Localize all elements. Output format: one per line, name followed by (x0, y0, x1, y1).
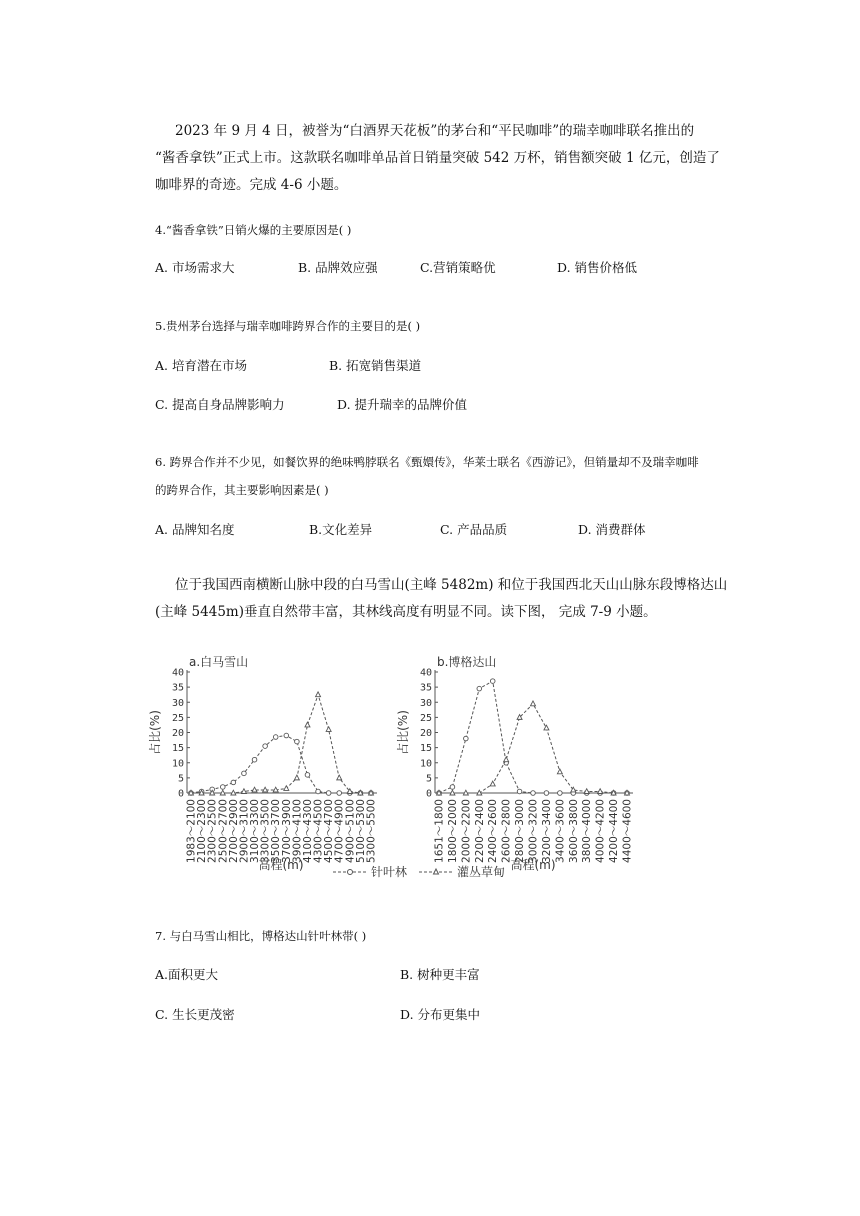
data-point-conifer (531, 791, 536, 796)
x-tick-label: 2200～2400 (473, 799, 486, 863)
q6-stem-line1: 6. 跨界合作并不少见，如餐饮界的绝味鸭脖联名《甄嬛传》，华莱士联名《西游记》，但销量却不及瑞幸咖啡 (155, 455, 699, 469)
legend-shrub-meadow: 灌丛草甸 (457, 865, 506, 879)
intro1-line1: 2023 年 9 月 4 日，被誉为“白酒界天花板”的茅台和“平民咖啡”的瑞幸咖啡联名推出的 (175, 123, 695, 139)
data-point-conifer (242, 771, 247, 776)
x-tick-label: 5100～5300 (354, 799, 367, 863)
data-point-conifer (477, 686, 482, 691)
q7-option-b[interactable]: B. 树种更丰富 (400, 967, 480, 982)
x-tick-label: 1800～2000 (446, 799, 459, 863)
data-point-conifer (490, 679, 495, 684)
y-axis-label: 占比(%) (396, 710, 410, 755)
legend-triangle-marker (434, 869, 439, 874)
y-tick-label: 5 (425, 773, 432, 785)
data-point-shrub (263, 787, 268, 792)
data-point-conifer (284, 733, 289, 738)
x-tick-label: 2600～2800 (500, 799, 513, 863)
data-point-shrub (316, 692, 321, 697)
x-tick-label: 3600～3800 (567, 799, 580, 863)
x-tick-label: 4100～4300 (301, 799, 314, 863)
x-tick-label: 3000～3200 (527, 799, 540, 863)
chart-bogda-mountain (395, 654, 634, 872)
data-point-shrub (305, 722, 310, 727)
legend-conifer: 针叶林 (371, 865, 408, 879)
x-tick-label: 4900～5100 (344, 799, 357, 863)
q6-stem-line2: 的跨界合作，其主要影响因素是( ) (155, 483, 329, 497)
x-tick-label: 3900～4100 (291, 799, 304, 863)
y-axis-label: 占比(%) (148, 710, 162, 755)
q4-option-b[interactable]: B. 品牌效应强 (298, 260, 378, 275)
chart-title: a.白马雪山 (189, 655, 249, 669)
data-point-shrub (252, 787, 257, 792)
x-tick-label: 2300～2500 (206, 799, 219, 863)
q4-option-a[interactable]: A. 市场需求大 (155, 260, 235, 275)
chart-legend (333, 864, 505, 879)
data-point-shrub (220, 790, 225, 795)
x-tick-label: 4300～4500 (312, 799, 325, 863)
intro2-line1: 位于我国西南横断山脉中段的白马雪山(主峰 5482m) 和位于我国西北天山山脉东段博格达山 (175, 577, 728, 593)
x-tick-label: 3500～3700 (270, 799, 283, 863)
data-point-conifer (295, 739, 300, 744)
data-point-shrub (557, 769, 562, 774)
data-point-conifer (316, 789, 321, 794)
y-tick-label: 15 (419, 743, 432, 755)
x-tick-label: 2700～2900 (227, 799, 240, 863)
y-tick-label: 25 (419, 712, 432, 724)
y-tick-label: 30 (419, 697, 432, 709)
intro2-line2: (主峰 5445m)垂直自然带丰富，其林线高度有明显不同。读下图， 完成 7-9 小题。 (155, 604, 657, 620)
data-point-shrub (284, 786, 289, 791)
q5-option-b[interactable]: B. 拓宽销售渠道 (329, 358, 422, 373)
x-tick-label: 3100～3300 (249, 799, 262, 863)
q5-option-c[interactable]: C. 提高自身品牌影响力 (155, 397, 285, 412)
x-tick-label: 2400～2600 (487, 799, 500, 863)
q4-option-d[interactable]: D. 销售价格低 (557, 260, 638, 275)
data-point-shrub (231, 790, 236, 795)
data-point-shrub (490, 781, 495, 786)
q6-option-c[interactable]: C. 产品品质 (440, 522, 508, 537)
x-tick-label: 5300～5500 (365, 799, 378, 863)
q7-stem: 7. 与白马雪山相比，博格达山针叶林带( ) (155, 929, 367, 943)
x-tick-label: 2900～3100 (238, 799, 251, 863)
q7-option-d[interactable]: D. 分布更集中 (400, 1007, 481, 1022)
data-point-conifer (326, 791, 331, 796)
data-point-conifer (231, 780, 236, 785)
data-point-shrub (463, 790, 468, 795)
x-tick-label: 2500～2700 (217, 799, 230, 863)
x-axis-label: 高程(m) (258, 858, 304, 872)
q5-option-d[interactable]: D. 提升瑞幸的品牌价值 (337, 397, 468, 412)
x-tick-label: 4200～4400 (608, 799, 621, 863)
y-tick-label: 35 (171, 682, 184, 694)
q6-option-d[interactable]: D. 消费群体 (578, 522, 646, 537)
q5-option-a[interactable]: A. 培育潜在市场 (155, 358, 247, 373)
intro1-line2: “酱香拿铁”正式上市。这款联名咖啡单品首日销量突破 542 万杯，销售额突破 1 亿元，创造了 (155, 150, 720, 166)
y-tick-label: 40 (171, 667, 184, 679)
data-point-shrub (598, 789, 603, 794)
x-tick-label: 3400～3600 (554, 799, 567, 863)
q7-option-c[interactable]: C. 生长更茂密 (155, 1007, 235, 1022)
q7-option-a[interactable]: A.面积更大 (155, 967, 219, 982)
data-point-shrub (326, 727, 331, 732)
x-tick-label: 4000～4200 (594, 799, 607, 863)
y-tick-label: 15 (171, 743, 184, 755)
y-tick-label: 10 (171, 758, 184, 770)
x-tick-label: 4500～4700 (323, 799, 336, 863)
data-point-conifer (305, 773, 310, 778)
q6-option-b[interactable]: B.文化差异 (309, 522, 373, 537)
x-tick-label: 4400～4600 (621, 799, 634, 863)
data-point-shrub (504, 757, 509, 762)
data-point-conifer (337, 791, 342, 796)
y-tick-label: 20 (419, 728, 432, 739)
data-point-shrub (337, 775, 342, 780)
y-tick-label: 30 (171, 697, 184, 709)
data-point-conifer (464, 736, 469, 741)
series-line-shrub (191, 695, 371, 793)
data-point-shrub (273, 787, 278, 792)
data-point-conifer (220, 785, 225, 790)
elevation-charts (148, 650, 640, 885)
x-tick-label: 2100～2300 (196, 799, 209, 863)
intro1-line3: 咖啡界的奇迹。完成 4-6 小题。 (155, 177, 348, 193)
data-point-shrub (477, 790, 482, 795)
y-tick-label: 0 (425, 788, 432, 800)
x-tick-label: 3800～4000 (581, 799, 594, 863)
y-tick-label: 40 (419, 667, 432, 679)
y-tick-label: 0 (177, 788, 184, 800)
chart-title: b.博格达山 (437, 655, 497, 669)
x-tick-label: 2800～3000 (514, 799, 527, 863)
x-tick-label: 3700～3900 (280, 799, 293, 863)
x-axis-label: 高程(m) (510, 858, 556, 872)
data-point-conifer (273, 735, 278, 740)
x-tick-label: 2000～2200 (460, 799, 473, 863)
y-tick-label: 25 (171, 712, 184, 724)
y-tick-label: 20 (171, 728, 184, 739)
q5-stem: 5.贵州茅台选择与瑞幸咖啡跨界合作的主要目的是( ) (155, 319, 421, 333)
x-tick-label: 3300～3500 (259, 799, 272, 863)
x-tick-label: 4700～4900 (333, 799, 346, 863)
data-point-shrub (450, 790, 455, 795)
y-tick-label: 10 (419, 758, 432, 770)
data-point-conifer (252, 757, 257, 762)
data-point-shrub (531, 701, 536, 706)
q6-option-a[interactable]: A. 品牌知名度 (155, 522, 235, 537)
q4-stem: 4.“酱香拿铁”日销火爆的主要原因是( ) (155, 223, 352, 237)
legend-circle-marker (348, 870, 353, 875)
data-point-conifer (558, 791, 563, 796)
y-tick-label: 35 (419, 682, 432, 694)
data-point-shrub (241, 789, 246, 794)
x-tick-label: 1651～1800 (433, 799, 446, 863)
x-tick-label: 1983～2100 (185, 799, 198, 863)
data-point-conifer (544, 791, 549, 796)
chart-baima-snow-mountain (147, 655, 378, 872)
data-point-shrub (294, 775, 299, 780)
y-tick-label: 5 (177, 773, 184, 785)
data-point-shrub (584, 789, 589, 794)
series-line-shrub (439, 704, 627, 793)
data-point-conifer (517, 789, 522, 794)
q4-option-c[interactable]: C.营销策略优 (420, 260, 496, 275)
x-tick-label: 3200～3400 (540, 799, 553, 863)
data-point-conifer (450, 785, 455, 790)
data-point-conifer (263, 744, 268, 749)
